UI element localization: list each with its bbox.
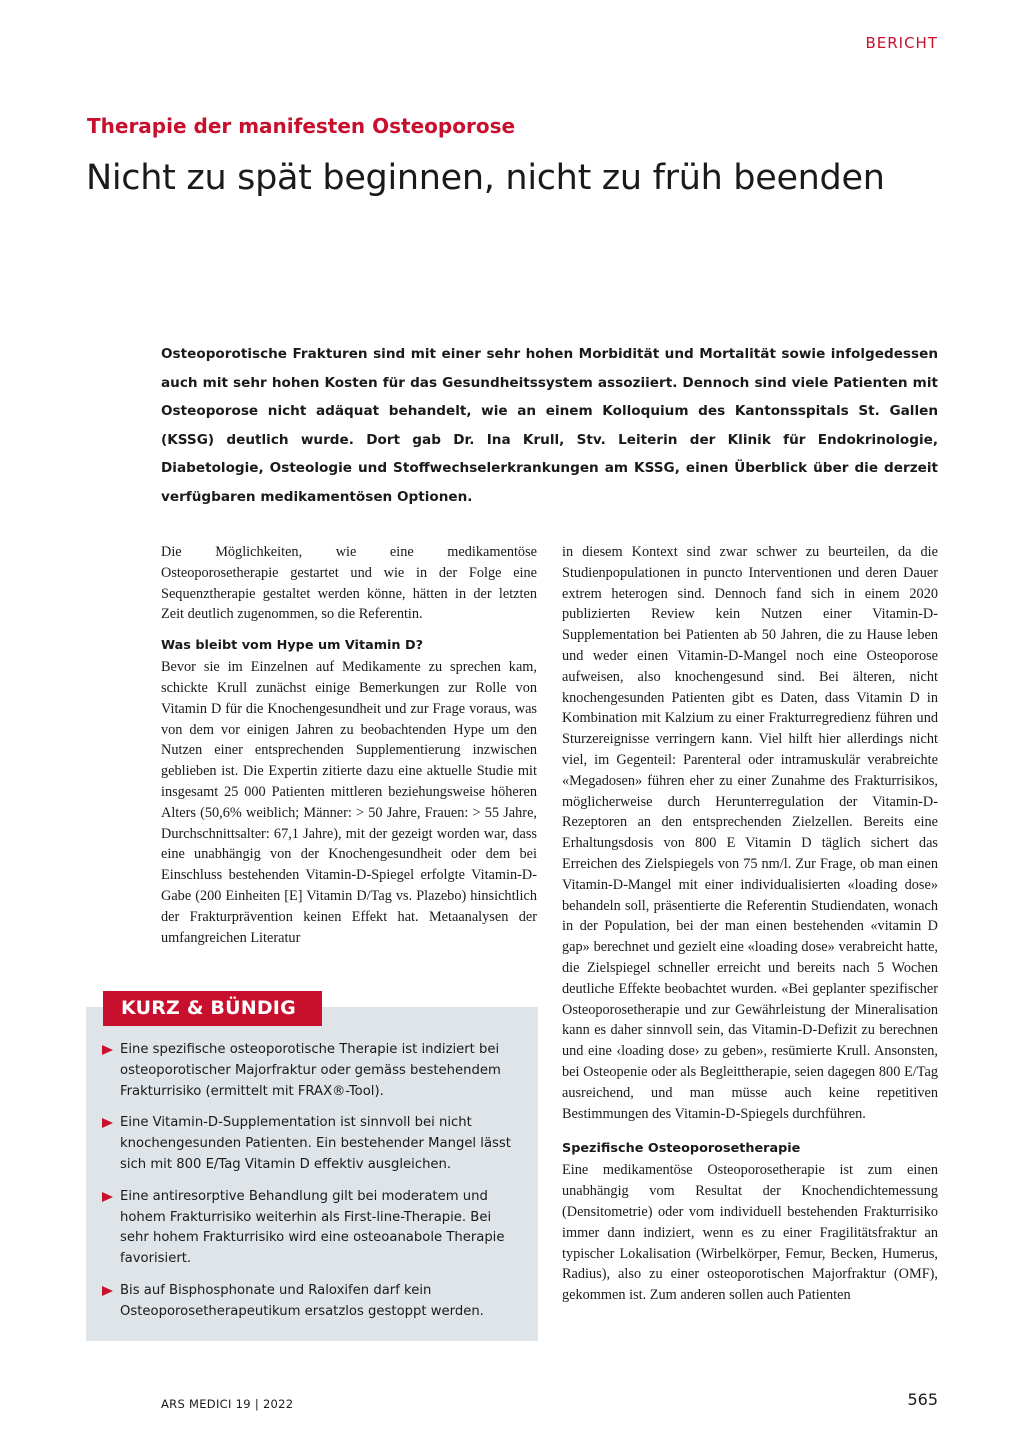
vitamin-d-paragraph-continued: in diesem Kontext sind zwar schwer zu beurteilen, da die Studienpopulationen in puncto Interventionen und deren Dauer extrem heterogen sind. Dennoch fand sich in einem 2020 publizierten Review kein Nutzen einer Vitamin-D-Supplementation bei Patienten ab 50 Jahren, die zu Hause leben und weder einen Vitamin-D-Mangel noch eine Osteoporose aufweisen, also knochengesund sind. Bei älteren, nicht knochengesunden Patienten gibt es Daten, dass Vitamin D in Kombination mit Kalzium zu einer Frakturregredienz führen und Sturzereignisse verringern kann. Viel hilft hier allerdings nicht viel, im Gegenteil: Parenteral oder intramuskulär verabreichte «Megadosen» führen eher zu einer Zunahme des Frakturrisikos, möglicherweise durch Herunterregulation der Vitamin-D-Rezeptoren an den entsprechenden Zielzellen. Bereits eine Erhaltungsdosis von 800 E Vitamin D täglich sichert das Erreichen des Zielspiegels von 75 nm/l. Zur Frage, ob man einen Vitamin-D-Mangel mit einer individualisierten «loading dose» behandeln soll, präsentierte die Referentin Studiendaten, wonach in der Population, bei der man einen bestehenden «vitamin D gap» berechnet und gezielt eine «loading dose» verabreicht hatte, die Zielspiegel schneller erreicht und bereits nach 5 Wochen deutliche Effekte beobachtet wurden. «Bei geplanter spezifischer Osteoporosetherapie und zur Gewährleistung der Mineralisation kann es daher sinnvoll sein, das Vitamin-D-Defizit zu berechnen und eine ‹loading dose› zu geben», resümierte Krull. Ansonsten, bei Osteopenie oder als Begleittherapie, seien dagegen 800 E/Tag ausreichend, und man müsse auch keine repetitiven Bestimmungen des Vitamin-D-Spiegels durchführen.	[562, 544, 938, 1122]
section-label: BERICHT	[865, 34, 938, 52]
summary-list	[102, 1040, 522, 1334]
summary-item-text: Bis auf Bisphosphonate und Raloxifen darf kein Osteoporosetherapeutikum ersatzlos gestoppt werden.	[120, 1282, 484, 1319]
vitamin-d-paragraph-part: Bevor sie im Einzelnen auf Medikamente zu sprechen kam, schickte Krull zunächst einige Bemerkungen zur Rolle von Vitamin D für die Knochengesundheit und zur Frage voraus, was von dem vor einigen Jahren zu beobachtenden Hype um den Nutzen einer entsprechenden Supplementierung inzwischen geblieben ist. Die Expertin zitierte dazu eine aktuelle Studie mit insgesamt 25 000 Patienten mittleren beziehungsweise höheren Alters (50,6% weiblich; Männer: > 50 Jahre, Frauen: > 55 Jahre, Durchschnittsalter: 67,1 Jahre), mit der gezeigt worden war, dass eine unabhängig von der Knochengesundheit oder dem bei Einschluss bestehenden Vitamin-D-Spiegel erfolgte Vitamin-D-Gabe (200 Einheiten [E] Vitamin D/Tag vs. Plazebo) hinsichtlich der Frakturprävention keinen Effekt hat. Metaanalysen der umfangreichen Literatur	[161, 659, 537, 946]
subheading-vitamin-d: Was bleibt vom Hype um Vitamin D?	[161, 638, 424, 654]
article-headline: Nicht zu spät beginnen, nicht zu früh beenden	[86, 158, 885, 198]
lead-paragraph: Osteoporotische Frakturen sind mit einer sehr hohen Morbidität und Mortalität sowie infolgedessen auch mit sehr hohen Kosten für das Gesundheitssystem assoziiert. Dennoch sind viele Patienten mit Osteoporose nicht adäquat behandelt, wie an einem Kolloquium des Kantonsspitals St. Gallen (KSSG) deutlich wurde. Dort gab Dr. Ina Krull, Stv. Leiterin der Klinik für Endokrinologie, Diabetologie, Osteologie und Stoffwechselerkrankungen am KSSG, einen Überblick über die derzeit verfügbaren medikamentösen Optionen.	[161, 346, 938, 505]
triangle-bullet-icon	[102, 1118, 113, 1128]
article-kicker: Therapie der manifesten Osteoporose	[87, 114, 516, 138]
body-column-left	[161, 542, 537, 948]
summary-item	[102, 1281, 522, 1323]
subheading-therapy: Spezifische Osteoporosetherapie	[562, 1141, 801, 1157]
body-column-right	[562, 542, 938, 1306]
triangle-bullet-icon	[102, 1192, 113, 1202]
summary-item	[102, 1040, 522, 1102]
summary-item-text: Eine spezifische osteoporotische Therapie ist indiziert bei osteoporotischer Majorfraktur oder gemäss bestehendem Frakturrisiko (ermittelt mit FRAX®-Tool).	[120, 1042, 501, 1099]
summary-item	[102, 1113, 522, 1175]
summary-item	[102, 1187, 522, 1270]
footer-journal: ARS MEDICI 19 | 2022	[161, 1397, 294, 1411]
summary-item-text: Eine Vitamin-D-Supplementation ist sinnvoll bei nicht knochengesunden Patienten. Ein bestehender Mangel lässt sich mit 800 E/Tag Vitamin D effektiv ausgleichen.	[120, 1115, 511, 1172]
triangle-bullet-icon	[102, 1045, 113, 1055]
triangle-bullet-icon	[102, 1286, 113, 1296]
summary-title: KURZ & BÜNDIG	[103, 991, 322, 1026]
summary-item-text: Eine antiresorptive Behandlung gilt bei moderatem und hohem Frakturrisiko weiterhin als First-line-Therapie. Bei sehr hohem Frakturrisiko wird eine osteoanabole Therapie favorisiert.	[120, 1188, 505, 1267]
therapy-paragraph: Eine medikamentöse Osteoporosetherapie ist zum einen unabhängig vom Resultat der Knochendichtemessung (Densitometrie) oder vom individuell bestehenden Frakturrisiko immer dann indiziert, wenn es zu einer Fragilitätsfraktur an typischer Lokalisation (Wirbelkörper, Femur, Becken, Humerus, Radius), also zu einer osteoporotischen Majorfraktur (OMF), gekommen ist. Zum anderen sollen auch Patienten	[562, 1162, 938, 1304]
intro-paragraph: Die Möglichkeiten, wie eine medikamentöse Osteoporosetherapie gestartet und wie in der Folge eine Sequenztherapie gestaltet werden könne, hätten in der letzten Zeit deutlich zugenommen, so die Referentin.	[161, 544, 537, 623]
page-number: 565	[907, 1390, 938, 1409]
